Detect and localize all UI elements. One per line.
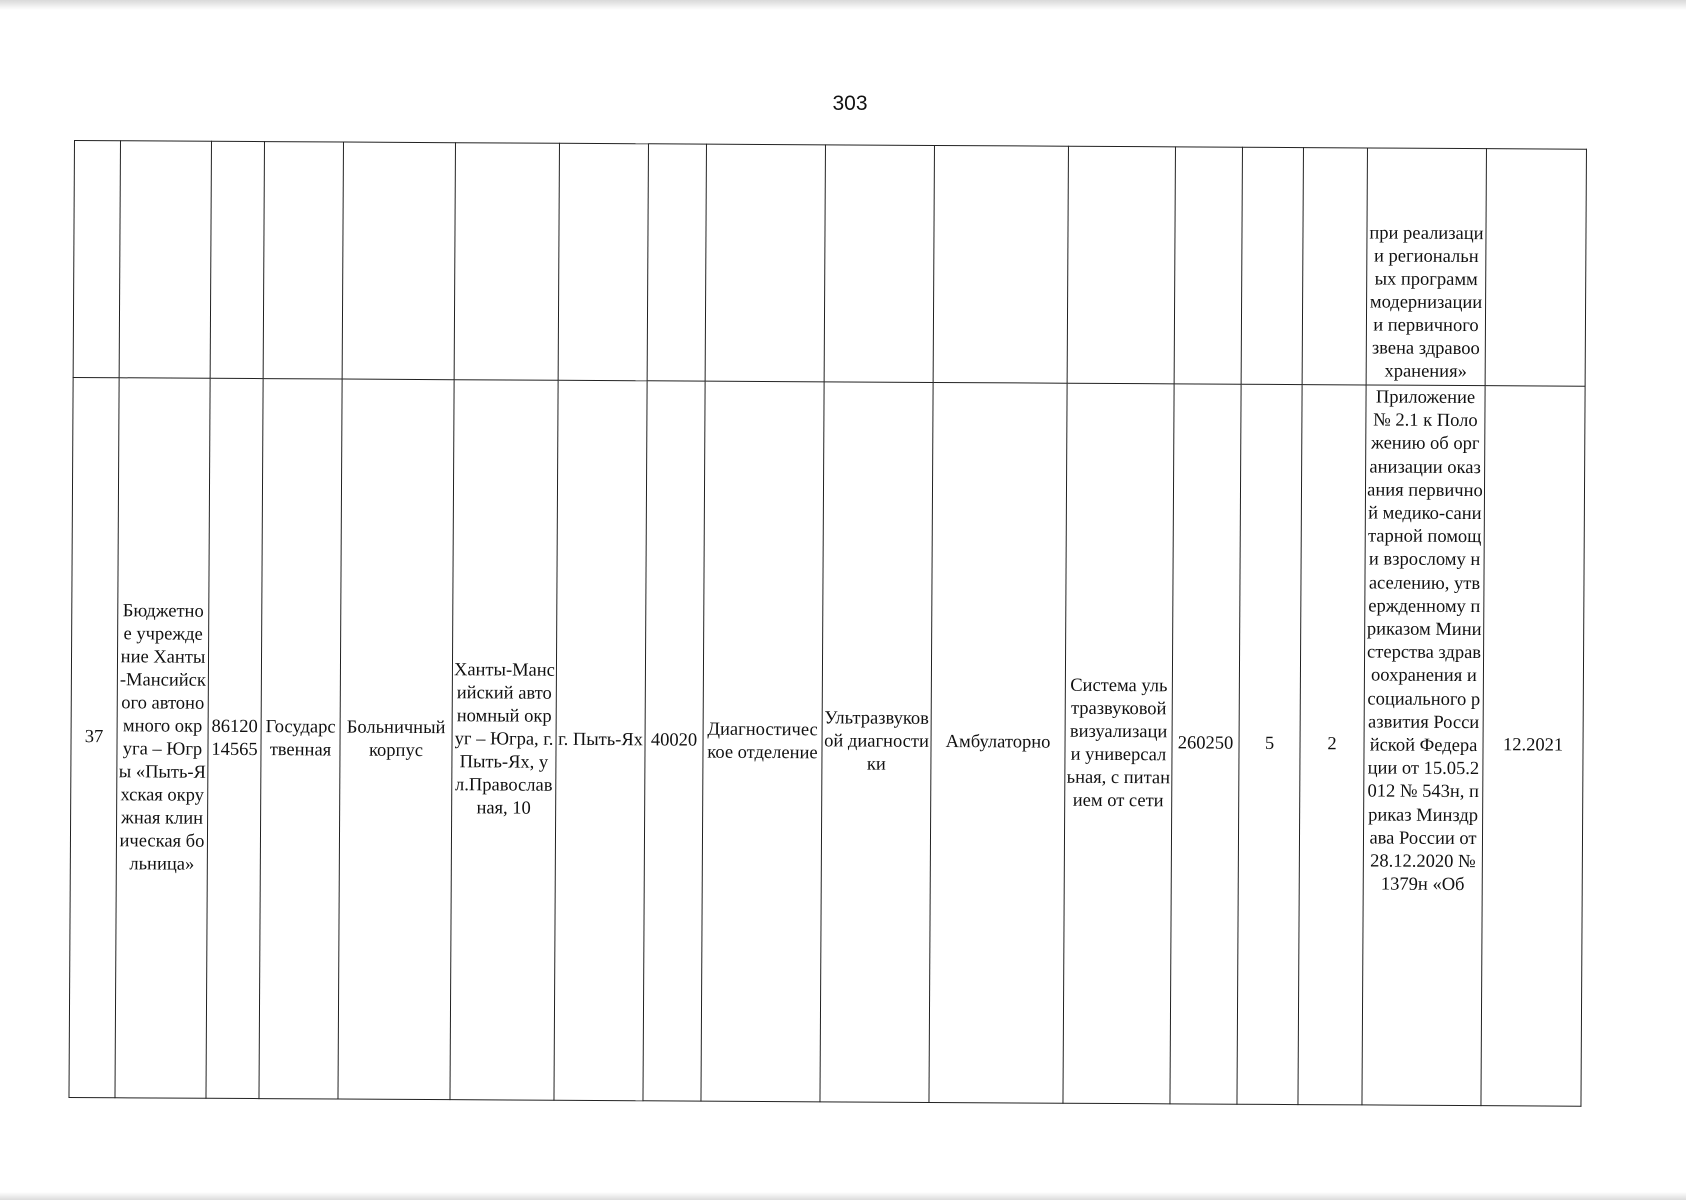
standard-cell: Приложение № 2.1 к Положению об организации оказания первичной медико-санитарной помощи взрослому населению, утвержденному приказом Министерства здравоохранения и социального развития Российской Федерации от 15.05.2012 № 543н, приказ Минздрава России от 28.12.2020 № 1379н «Об — [1362, 385, 1485, 1106]
building-cell: Больничный корпус — [338, 379, 454, 1100]
quantity-a-cell: 5 — [1237, 384, 1302, 1104]
register-table-sheet — [68, 140, 1585, 1104]
equipment-cell: Система ультразвуковой визуализации универсальная, с питанием от сети — [1063, 383, 1174, 1104]
cell-empty — [454, 143, 559, 381]
code-cell: 40020 — [643, 381, 705, 1101]
cell-empty — [342, 142, 455, 380]
cell-empty — [558, 143, 648, 381]
table-row — [69, 377, 1585, 1106]
cell-empty — [933, 145, 1068, 383]
equipment-register-table — [68, 140, 1586, 1107]
cell-empty — [647, 144, 706, 381]
continuation-row — [73, 141, 1586, 387]
cell-empty — [705, 144, 825, 382]
inn-cell: 8612014565 — [206, 378, 263, 1098]
department-cell: Диагностическое отделение — [701, 381, 824, 1102]
quantity-b-cell: 2 — [1298, 385, 1366, 1105]
cell-empty — [824, 145, 934, 383]
cell-empty — [1174, 147, 1242, 384]
cell-empty — [1241, 147, 1303, 384]
cell-empty — [1067, 146, 1175, 384]
cell-empty — [1302, 148, 1367, 385]
cell-empty — [210, 141, 264, 378]
cell-empty — [1485, 149, 1586, 387]
ownership-cell: Государственная — [259, 379, 342, 1099]
locality-cell: г. Пыть-Ях — [554, 380, 647, 1101]
row-number-cell: 37 — [69, 377, 119, 1097]
cell-empty — [263, 142, 343, 379]
cell-empty — [73, 141, 120, 378]
cell-empty — [119, 141, 211, 379]
scan-edge-top — [0, 0, 1686, 10]
continuation-note-cell: при реализации региональных программ модернизации и первичного звена здравоохранения» — [1366, 148, 1486, 386]
care-mode-cell: Амбулаторно — [929, 382, 1067, 1103]
institution-cell: Бюджетное учреждение Ханты-Мансийского автономного округа – Югры «Пыть-Яхская окружная клиническая больница» — [115, 378, 210, 1099]
address-cell: Ханты-Мансийский автономный округ – Югра, г. Пыть-Ях, ул.Православная, 10 — [450, 380, 558, 1101]
equipment-code-cell: 260250 — [1170, 384, 1241, 1104]
date-cell: 12.2021 — [1481, 386, 1585, 1107]
page-number: 303 — [832, 92, 868, 115]
room-cell: Ультразвуковой диагностики — [820, 382, 933, 1103]
scan-edge-bottom — [0, 1192, 1686, 1200]
